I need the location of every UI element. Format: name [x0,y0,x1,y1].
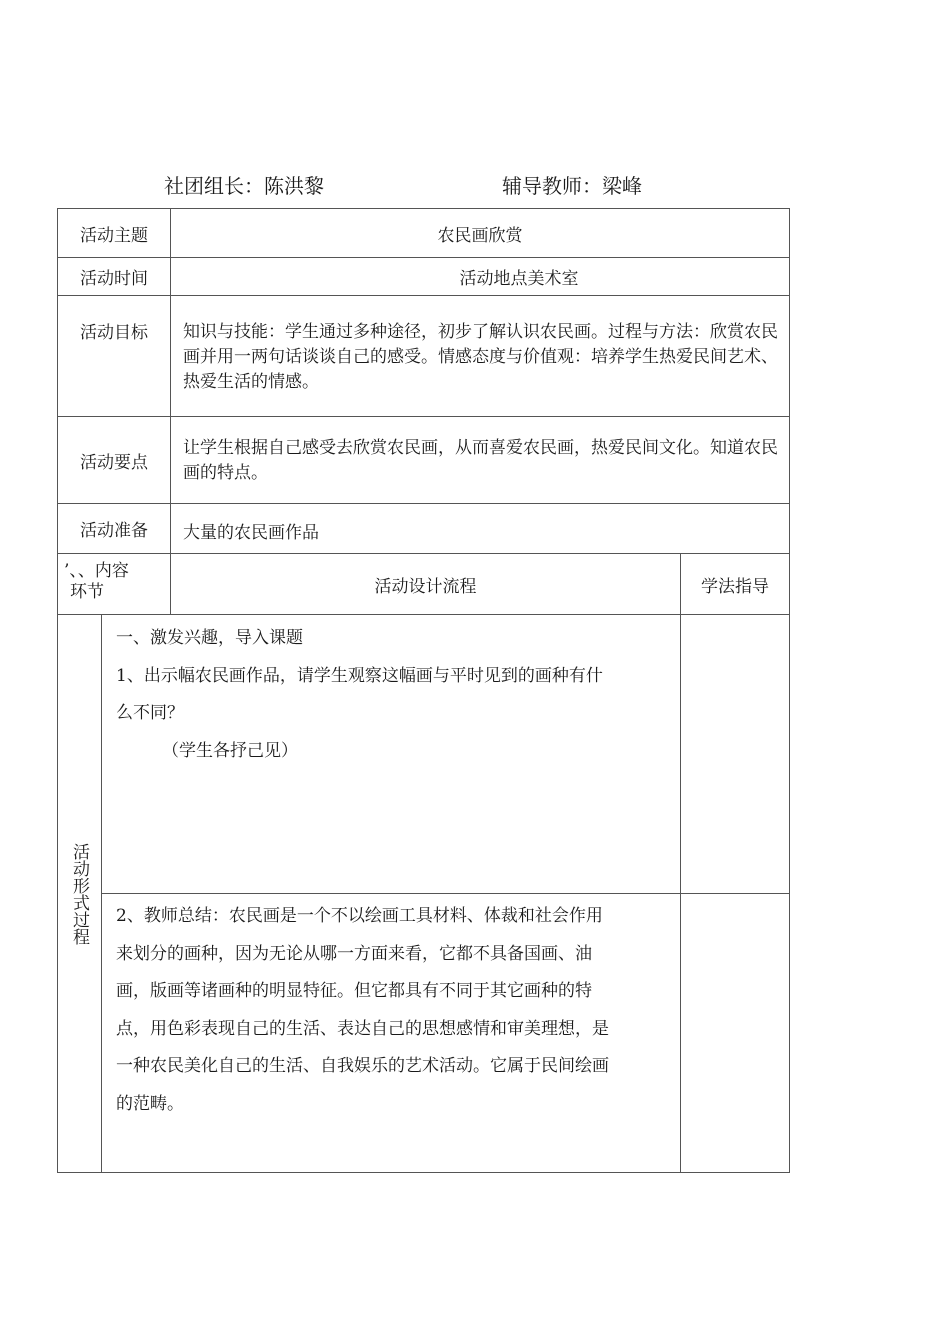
row-divider [57,295,790,296]
col-divider [680,553,681,1173]
section-2-line: 一种农民美化自己的生活、自我娱乐的艺术活动。它属于民间绘画 [116,1056,609,1076]
prep-label: 活动准备 [80,521,148,541]
table-border-right [789,208,790,1173]
section-1-line: 1、出示幅农民画作品，请学生观察这幅画与平时见到的画种有什 [116,665,603,686]
advisor-teacher: 辅导教师：梁峰 [502,174,642,198]
section-2-line: 点，用色彩表现自己的生活、表达自己的思想感情和审美理想，是 [116,1018,609,1039]
section-2-line: 的范畴。 [116,1093,184,1114]
diag-header-bottom: 环节 [70,582,104,602]
flow-header: 活动设计流程 [374,576,477,597]
key-value: 让学生根据自己感受去欣赏农民画，从而喜爱农民画，热爱民间文化。知道农民画的特点。 [183,438,778,483]
key-label: 活动要点 [80,452,148,473]
goal-label: 活动目标 [80,323,148,343]
prep-value: 大量的农民画作品 [183,523,319,543]
page-header [0,170,950,200]
row-divider [101,893,790,894]
time-label: 活动时间 [80,269,148,289]
col-divider [101,614,102,1173]
section-2-line: 来划分的画种，因为无论从哪一方面来看，它都不具备国画、油 [116,943,592,964]
theme-label: 活动主题 [80,225,148,246]
theme-value: 农民画欣赏 [437,225,523,246]
diag-header-top: ’、、内容 [64,561,129,581]
process-label: 活动形式过程 [69,842,89,945]
process-label-cell [58,615,101,1172]
section-2-line: 2、教师总结：农民画是一个不以绘画工具材料、体裁和社会作用 [116,906,603,926]
section-2-line: 画，版画等诸画种的明显特征。但它都具有不同于其它画种的特 [116,981,592,1001]
time-value: 活动地点美术室 [459,269,579,289]
section-1 [116,620,676,770]
section-2 [116,898,676,1123]
section-1-line: （学生各抒己见） [162,740,298,761]
section-1-line: 么不同？ [116,703,184,723]
guide-header: 学法指导 [701,576,769,597]
club-leader: 社团组长：陈洪黎 [164,174,324,198]
goal-value: 知识与技能：学生通过多种途径，初步了解认识农民画。过程与方法：欣赏农民画并用一两句话谈谈自己的感受。情感态度与价值观：培养学生热爱民间艺术、热爱生活的情感。 [183,322,778,392]
section-1-heading: 一、激发兴趣，导入课题 [116,628,303,648]
